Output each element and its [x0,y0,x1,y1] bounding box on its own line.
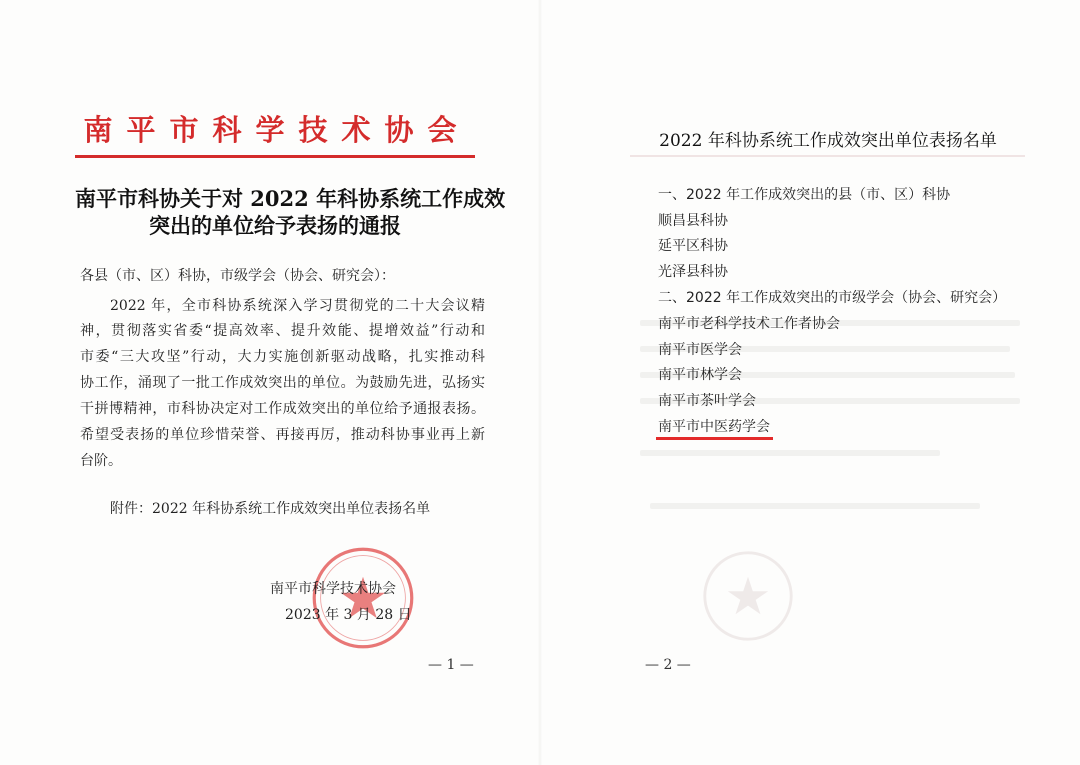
page-fold [538,0,542,765]
section-heading-city-societies: 二、2022 年工作成效突出的市级学会（协会、研究会） [658,290,1007,306]
body-line: 希望受表扬的单位珍惜荣誉、再接再厉，推动科协事业再上新 [80,427,485,443]
greeting: 各县（市、区）科协，市级学会（协会、研究会）： [80,268,395,284]
signing-date: 2023 年 3 月 28 日 [285,607,412,623]
bleed-through-line [640,450,940,456]
attachment-note: 附件：2022 年科协系统工作成效突出单位表扬名单 [110,501,431,517]
page-number-1: — 1 — [428,657,474,673]
signer-organization: 南平市科学技术协会 [270,581,396,597]
body-line: 台阶。 [80,453,122,469]
list-item: 南平市老科学技术工作者协会 [658,316,840,332]
list-item: 顺昌县科协 [658,213,728,229]
bleed-through-line [650,503,980,509]
page-number-2: — 2 — [645,657,691,673]
list-title: 2022 年科协系统工作成效突出单位表扬名单 [659,131,997,151]
list-item: 南平市林学会 [658,367,742,383]
body-line: 干拼博精神，市科协决定对工作成效突出的单位给予通报表扬。 [80,401,485,417]
list-item-highlighted: 南平市中医药学会 [658,419,770,435]
body-line: 协工作，涌现了一批工作成效突出的单位。为鼓励先进，弘扬实 [80,375,485,391]
body-line: 市委“三大攻坚”行动，大力实施创新驱动战略，扎实推动科 [80,349,485,365]
letterhead-red-rule [75,155,475,158]
official-seal-icon [310,545,416,651]
body-line: 2022 年，全市科协系统深入学习贯彻党的二十大会议精 [110,298,485,314]
body-line: 神，贯彻落实省委“提高效率、提升效能、提增效益”行动和 [80,323,485,339]
list-item: 延平区科协 [658,238,728,254]
notice-title-line-1: 南平市科协关于对 2022 年科协系统工作成效 [75,186,506,211]
list-item: 南平市茶叶学会 [658,393,756,409]
bleed-through-seal-icon [700,548,796,644]
highlight-underline [656,437,773,440]
bleed-through-rule [630,155,1025,157]
list-item: 南平市医学会 [658,342,742,358]
list-item: 光泽县科协 [658,264,728,280]
notice-title-line-2: 突出的单位给予表扬的通报 [149,213,401,238]
letterhead: 南平市科学技术协会 [83,113,471,147]
section-heading-county: 一、2022 年工作成效突出的县（市、区）科协 [658,187,951,203]
